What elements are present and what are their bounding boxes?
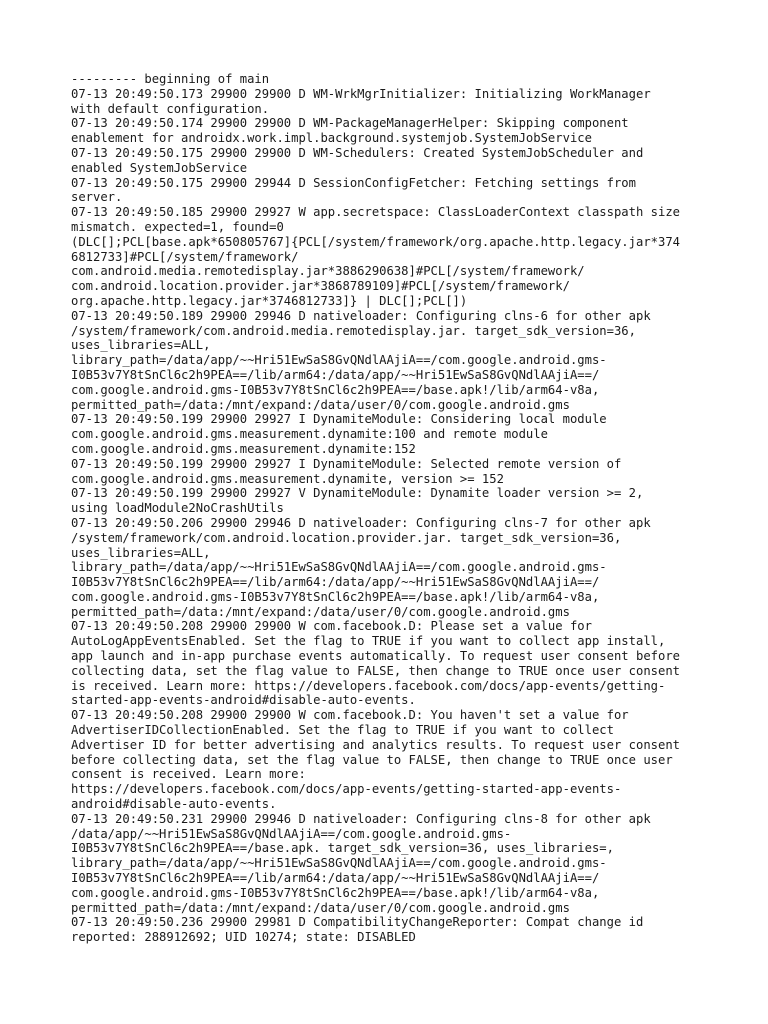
log-line: is received. Learn more: https://developers.facebook.com/docs/app-events/getting- [71, 678, 666, 693]
log-line: 07-13 20:49:50.175 29900 29900 D WM-Schedulers: Created SystemJobScheduler and [71, 145, 644, 160]
log-line: permitted_path=/data:/mnt/expand:/data/user/0/com.google.android.gms [71, 604, 570, 619]
log-line: using loadModule2NoCrashUtils [71, 501, 284, 516]
log-line: com.android.location.provider.jar*3868789109]#PCL[/system/framework/ [71, 279, 570, 294]
log-line: I0B53v7Y8tSnCl6c2h9PEA==/lib/arm64:/data/app/~~Hri51EwSaS8GvQNdlAAjiA==/ [71, 575, 600, 590]
log-line: started-app-events-android#disable-auto-events. [71, 693, 416, 708]
log-line: consent is received. Learn more: [71, 767, 306, 782]
log-output [71, 72, 711, 945]
log-line: 07-13 20:49:50.175 29900 29944 D SessionConfigFetcher: Fetching settings from [71, 175, 636, 190]
log-line: 07-13 20:49:50.208 29900 29900 W com.facebook.D: Please set a value for [71, 619, 592, 634]
log-line: mismatch. expected=1, found=0 [71, 219, 284, 234]
log-line: app launch and in-app purchase events automatically. To request user consent before [71, 649, 681, 664]
log-line: 07-13 20:49:50.199 29900 29927 V DynamiteModule: Dynamite loader version >= 2, [71, 486, 644, 501]
log-line: com.android.media.remotedisplay.jar*3886290638]#PCL[/system/framework/ [71, 264, 585, 279]
log-line: 07-13 20:49:50.185 29900 29927 W app.secretspace: ClassLoaderContext classpath size [71, 205, 681, 220]
log-line: /data/app/~~Hri51EwSaS8GvQNdlAAjiA==/com.google.android.gms- [71, 826, 512, 841]
log-line: 07-13 20:49:50.199 29900 29927 I DynamiteModule: Selected remote version of [71, 456, 622, 471]
log-line: --------- beginning of main [71, 72, 270, 86]
log-line: reported: 288912692; UID 10274; state: DISABLED [71, 930, 416, 945]
log-line: Advertiser ID for better advertising and analytics results. To request user consent [71, 737, 681, 752]
log-line: com.google.android.gms-I0B53v7Y8tSnCl6c2h9PEA==/base.apk!/lib/arm64-v8a, [71, 885, 600, 900]
log-line: uses_libraries=ALL, [71, 338, 211, 353]
log-line: android#disable-auto-events. [71, 797, 277, 812]
log-line: /system/framework/com.android.media.remotedisplay.jar. target_sdk_version=36, [71, 323, 636, 338]
log-line: org.apache.http.legacy.jar*3746812733]} | DLC[];PCL[]) [71, 293, 468, 308]
log-line: I0B53v7Y8tSnCl6c2h9PEA==/base.apk. target_sdk_version=36, uses_libraries=, [71, 841, 614, 856]
log-line: I0B53v7Y8tSnCl6c2h9PEA==/lib/arm64:/data/app/~~Hri51EwSaS8GvQNdlAAjiA==/ [71, 871, 600, 886]
log-line: 07-13 20:49:50.208 29900 29900 W com.facebook.D: You haven't set a value for [71, 708, 629, 723]
log-line: library_path=/data/app/~~Hri51EwSaS8GvQNdlAAjiA==/com.google.android.gms- [71, 353, 607, 368]
log-line: 07-13 20:49:50.206 29900 29946 D nativeloader: Configuring clns-7 for other apk [71, 515, 651, 530]
log-line: 07-13 20:49:50.231 29900 29946 D nativeloader: Configuring clns-8 for other apk [71, 811, 651, 826]
log-line: 07-13 20:49:50.189 29900 29946 D nativeloader: Configuring clns-6 for other apk [71, 308, 651, 323]
log-line: AutoLogAppEventsEnabled. Set the flag to TRUE if you want to collect app install, [71, 634, 666, 649]
log-line: com.google.android.gms.measurement.dynamite:152 [71, 441, 416, 456]
log-line: com.google.android.gms-I0B53v7Y8tSnCl6c2h9PEA==/base.apk!/lib/arm64-v8a, [71, 589, 600, 604]
log-line: 07-13 20:49:50.173 29900 29900 D WM-WrkMgrInitializer: Initializing WorkManager [71, 86, 651, 101]
log-line: 07-13 20:49:50.236 29900 29981 D CompatibilityChangeReporter: Compat change id [71, 915, 644, 930]
log-line: library_path=/data/app/~~Hri51EwSaS8GvQNdlAAjiA==/com.google.android.gms- [71, 856, 607, 871]
log-line: permitted_path=/data:/mnt/expand:/data/user/0/com.google.android.gms [71, 900, 570, 915]
log-line: com.google.android.gms-I0B53v7Y8tSnCl6c2h9PEA==/base.apk!/lib/arm64-v8a, [71, 382, 600, 397]
log-line: com.google.android.gms.measurement.dynamite:100 and remote module [71, 427, 548, 442]
log-line: server. [71, 190, 123, 205]
log-line: https://developers.facebook.com/docs/app-events/getting-started-app-events- [71, 782, 622, 797]
log-line: I0B53v7Y8tSnCl6c2h9PEA==/lib/arm64:/data/app/~~Hri51EwSaS8GvQNdlAAjiA==/ [71, 367, 600, 382]
log-line: 6812733]#PCL[/system/framework/ [71, 249, 299, 264]
log-line: AdvertiserIDCollectionEnabled. Set the flag to TRUE if you want to collect [71, 723, 614, 738]
log-line: 07-13 20:49:50.174 29900 29900 D WM-PackageManagerHelper: Skipping component [71, 116, 629, 131]
log-line: /system/framework/com.android.location.provider.jar. target_sdk_version=36, [71, 530, 622, 545]
log-line: enablement for androidx.work.impl.background.systemjob.SystemJobService [71, 131, 592, 146]
log-line: library_path=/data/app/~~Hri51EwSaS8GvQNdlAAjiA==/com.google.android.gms- [71, 560, 607, 575]
log-line: enabled SystemJobService [71, 160, 248, 175]
log-line: before collecting data, set the flag value to FALSE, then change to TRUE once user [71, 752, 673, 767]
log-line: com.google.android.gms.measurement.dynamite, version >= 152 [71, 471, 504, 486]
log-line: collecting data, set the flag value to FALSE, then change to TRUE once user consent [71, 663, 681, 678]
log-line: with default configuration. [71, 101, 270, 116]
log-line: uses_libraries=ALL, [71, 545, 211, 560]
log-line: permitted_path=/data:/mnt/expand:/data/user/0/com.google.android.gms [71, 397, 570, 412]
log-line: (DLC[];PCL[base.apk*650805767]{PCL[/system/framework/org.apache.http.legacy.jar*374 [71, 234, 681, 249]
log-line: 07-13 20:49:50.199 29900 29927 I DynamiteModule: Considering local module [71, 412, 607, 427]
